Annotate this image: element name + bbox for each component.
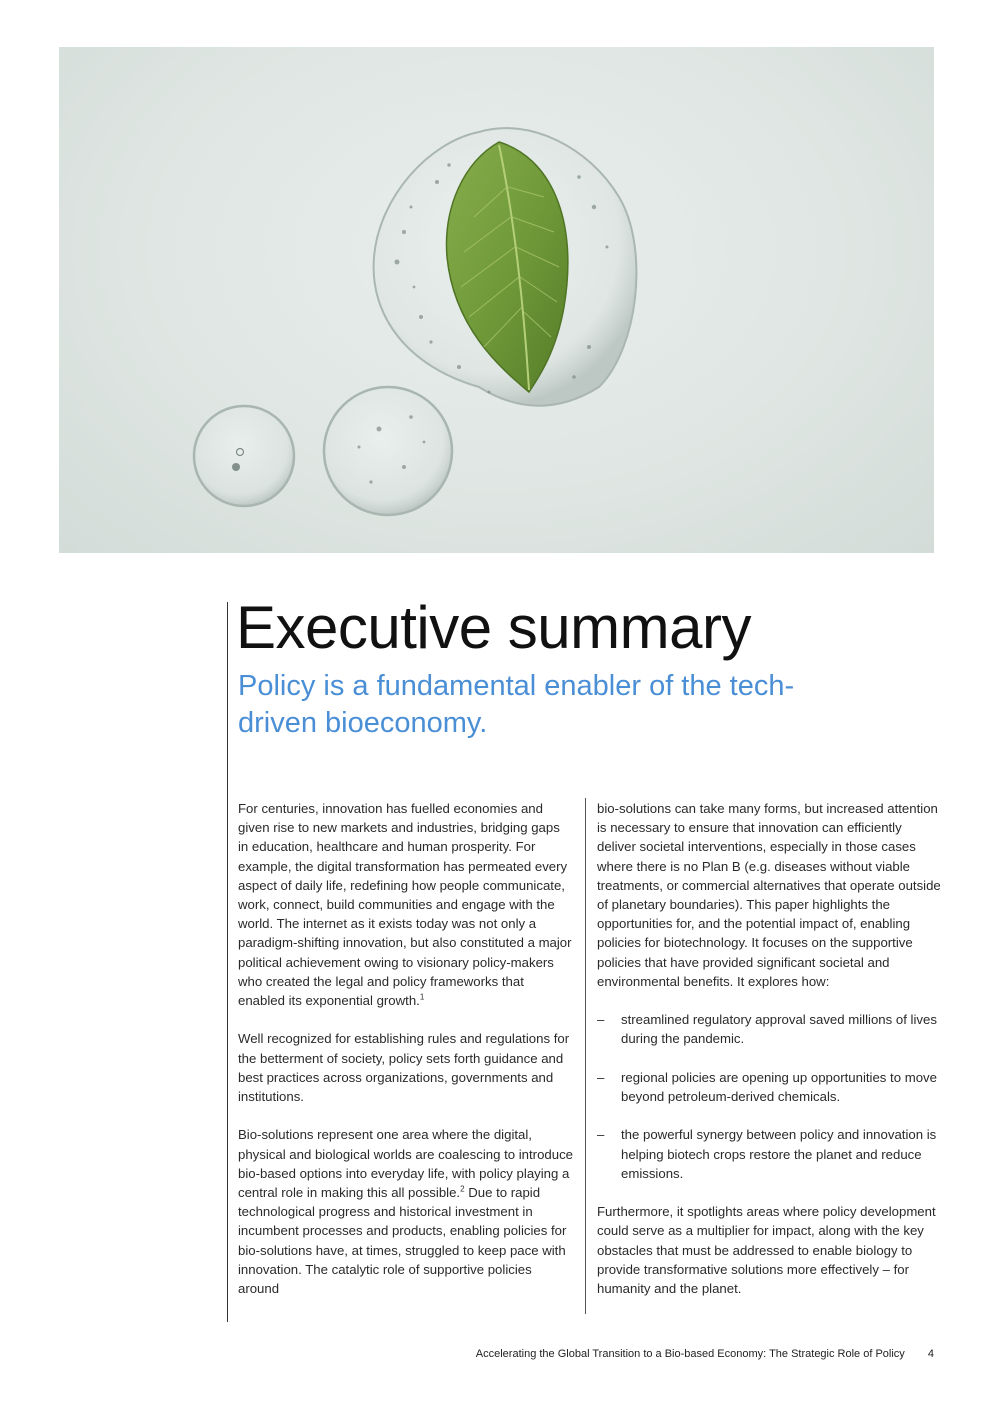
dash-bullet: – xyxy=(597,1069,605,1085)
body-paragraph: Well recognized for establishing rules and regulations for the betterment of society, policy sets forth guidance and best practices across organizations, governments and institutions. xyxy=(238,1031,570,1105)
left-column xyxy=(238,799,573,1317)
page-title: Executive summary xyxy=(236,594,751,661)
footnote-ref[interactable]: 2 xyxy=(460,1184,465,1194)
body-paragraph: For centuries, innovation has fuelled economies and given rise to new markets and industries, bridging gaps in education, healthcare and human prosperity. For example, the digital transformation has permeated every aspect of daily life, redefining how people communicate, work, connect, build communities and engage with the world. The internet as it exists today was not only a paradigm-shifting innovation, but also constituted a major political achievement owing to visionary policy-makers who created the legal and policy frameworks that enabled its exponential growth.$^1$ xyxy=(238,801,572,1009)
page-footer xyxy=(476,1348,934,1360)
dash-bullet: – xyxy=(597,1012,605,1028)
page-number: 4 xyxy=(927,1348,934,1360)
bullet-list xyxy=(597,1010,942,1183)
list-item: – regional policies are opening up opportunities to move beyond petroleum-derived chemicals. xyxy=(597,1069,937,1105)
list-item: – streamlined regulatory approval saved millions of lives during the pandemic. xyxy=(597,1012,937,1047)
right-column xyxy=(597,799,942,1317)
footer-report-title: Accelerating the Global Transition to a Bio-based Economy: xyxy=(475,1348,767,1360)
body-paragraph: Bio-solutions represent one area where the digital, physical and biological worlds are coalescing to introduce bio-based options into everyday life, with policy playing a central role in making this all possible.$^2$ Due to rapid technological progress and historical investment in incumbent processes and products, enabling policies for bio-solutions have, at times, struggled to keep pace with innovation. The catalytic role of supportive policies around xyxy=(238,1127,574,1297)
footnote-ref[interactable]: 1 xyxy=(419,992,425,1002)
body-paragraph: Furthermore, it spotlights areas where policy development could serve as a multiplier for impact, along with the key obstacles that must be addressed to enable biology to provide transformative solutions more effectively – for humanity and the planet. xyxy=(597,1204,936,1297)
medium-gel-drop xyxy=(324,387,452,515)
column-divider xyxy=(585,798,586,1314)
list-item: – the powerful synergy between policy and innovation is helping biotech crops restore the planet and reduce emissions. xyxy=(597,1127,937,1181)
leaf-in-gel-drops-image xyxy=(59,47,934,553)
hero-image xyxy=(59,47,934,553)
footer-report-subtitle: The Strategic Role of Policy xyxy=(766,1348,905,1360)
page-subtitle: Policy is a fundamental enabler of the tech-driven bioeconomy. xyxy=(238,670,795,739)
dash-bullet: – xyxy=(597,1127,605,1143)
body-paragraph: bio-solutions can take many forms, but increased attention is necessary to ensure that innovation can efficiently deliver societal interventions, especially in those cases where there is no Plan B (e.g. diseases without viable treatments, or commercial alternatives that operate outside of planetary boundaries). This paper highlights the opportunities for, and the potential impact of, enabling policies for biotechnology. It focuses on the supportive policies that have provided significant societal and environmental benefits. It explores how: xyxy=(597,801,941,989)
heading-vertical-rule xyxy=(227,602,228,1322)
small-gel-drop xyxy=(194,406,294,506)
